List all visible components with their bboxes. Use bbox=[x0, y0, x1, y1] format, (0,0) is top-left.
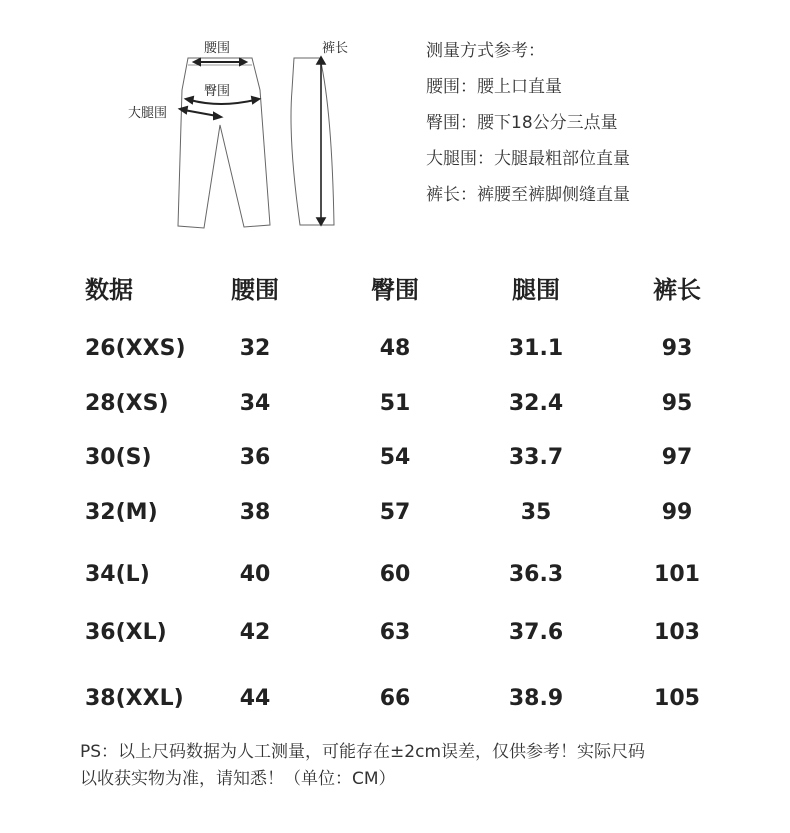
cell-hip: 48 bbox=[379, 336, 411, 361]
cell-hip: 54 bbox=[379, 445, 411, 470]
cell-thigh: 33.7 bbox=[508, 445, 564, 470]
cell-thigh: 31.1 bbox=[508, 336, 564, 361]
footnote-line-2: 以收获实物为准，请知悉！（单位：CM） bbox=[80, 769, 396, 789]
header-thigh: 腿围 bbox=[512, 276, 560, 304]
cell-waist: 44 bbox=[239, 686, 271, 711]
cell-size: 34(L) bbox=[85, 562, 150, 587]
cell-waist: 32 bbox=[239, 336, 271, 361]
cell-thigh: 36.3 bbox=[508, 562, 564, 587]
cell-length: 99 bbox=[661, 500, 693, 525]
thigh-arrow-icon bbox=[180, 107, 221, 119]
table-row bbox=[0, 443, 790, 473]
table-row bbox=[0, 389, 790, 419]
method-item-thigh: 大腿围：大腿最粗部位直量 bbox=[426, 149, 630, 169]
cell-hip: 51 bbox=[379, 391, 411, 416]
footnote bbox=[80, 739, 760, 793]
cell-hip: 66 bbox=[379, 686, 411, 711]
method-title: 测量方式参考： bbox=[426, 41, 545, 61]
cell-length: 97 bbox=[661, 445, 693, 470]
hip-label: 臀围 bbox=[204, 84, 231, 99]
cell-size: 30(S) bbox=[85, 445, 152, 470]
cell-size: 28(XS) bbox=[85, 391, 169, 416]
cell-size: 26(XXS) bbox=[85, 336, 186, 361]
table-row bbox=[0, 618, 790, 648]
cell-waist: 36 bbox=[239, 445, 271, 470]
cell-thigh: 38.9 bbox=[508, 686, 564, 711]
cell-length: 105 bbox=[654, 686, 700, 711]
cell-length: 93 bbox=[661, 336, 693, 361]
cell-hip: 57 bbox=[379, 500, 411, 525]
side-pants-icon bbox=[291, 58, 334, 225]
table-row bbox=[0, 498, 790, 528]
method-item-waist: 腰围：腰上口直量 bbox=[426, 77, 562, 97]
measurement-method bbox=[426, 40, 630, 220]
cell-length: 95 bbox=[661, 391, 693, 416]
cell-hip: 60 bbox=[379, 562, 411, 587]
cell-length: 101 bbox=[654, 562, 700, 587]
header-waist: 腰围 bbox=[231, 276, 279, 304]
method-item-hip: 臀围：腰下18公分三点量 bbox=[426, 113, 618, 133]
method-item-length: 裤长：裤腰至裤脚侧缝直量 bbox=[426, 185, 630, 205]
cell-size: 36(XL) bbox=[85, 620, 167, 645]
cell-size: 38(XXL) bbox=[85, 686, 184, 711]
table-row bbox=[0, 560, 790, 590]
table-header-row bbox=[0, 275, 790, 305]
cell-hip: 63 bbox=[379, 620, 411, 645]
cell-waist: 42 bbox=[239, 620, 271, 645]
pants-illustration bbox=[120, 30, 380, 240]
table-row bbox=[0, 334, 790, 364]
waist-arrow-icon bbox=[194, 59, 246, 65]
cell-length: 103 bbox=[654, 620, 700, 645]
cell-size: 32(M) bbox=[85, 500, 158, 525]
cell-thigh: 32.4 bbox=[508, 391, 564, 416]
length-arrow-icon bbox=[317, 57, 325, 225]
cell-waist: 40 bbox=[239, 562, 271, 587]
waist-label: 腰围 bbox=[204, 41, 231, 56]
length-label: 裤长 bbox=[322, 41, 349, 56]
thigh-label: 大腿围 bbox=[128, 106, 168, 121]
cell-thigh: 35 bbox=[520, 500, 552, 525]
cell-waist: 34 bbox=[239, 391, 271, 416]
measurement-diagram bbox=[120, 30, 380, 240]
cell-waist: 38 bbox=[239, 500, 271, 525]
footnote-line-1: PS：以上尺码数据为人工测量，可能存在±2cm误差，仅供参考！实际尺码 bbox=[80, 742, 646, 762]
cell-thigh: 37.6 bbox=[508, 620, 564, 645]
header-size: 数据 bbox=[85, 276, 133, 304]
table-row bbox=[0, 684, 790, 714]
header-hip: 臀围 bbox=[371, 276, 419, 304]
header-length: 裤长 bbox=[653, 276, 701, 304]
